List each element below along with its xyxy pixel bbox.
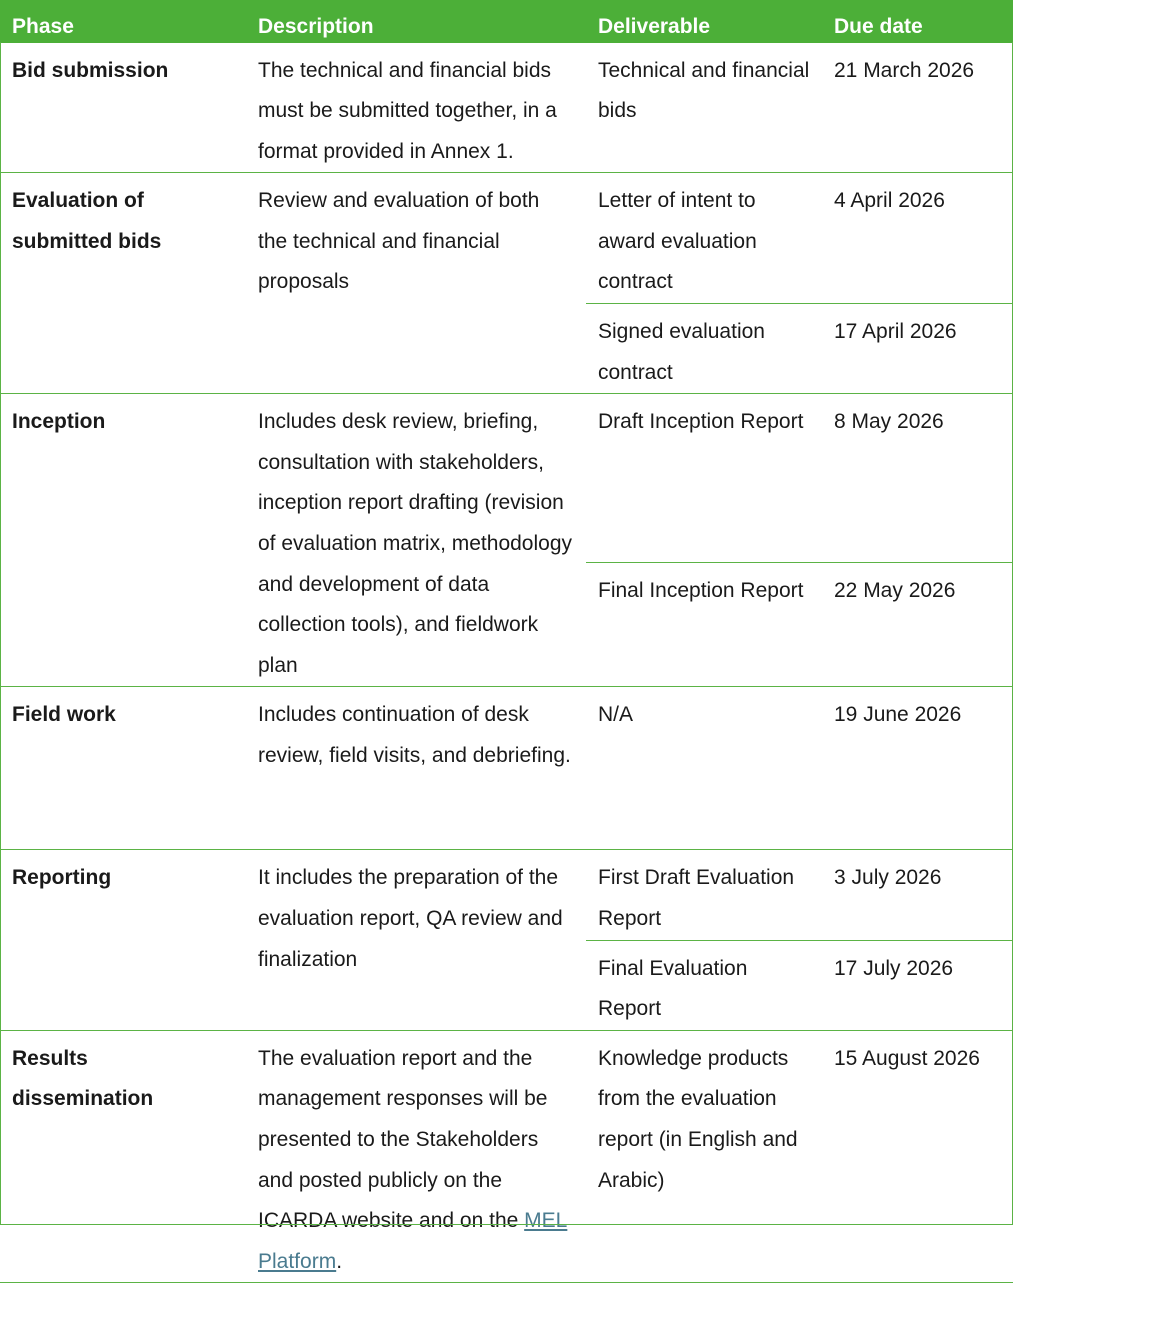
deliverable-cell: First Draft Evaluation Report bbox=[586, 850, 822, 940]
description-text: The evaluation report and the management responses will be presented to the Stakeholders and posted publicly on the ICARDA website and on the bbox=[258, 1046, 548, 1233]
deliverable-cell: Technical and financial bids bbox=[586, 42, 822, 173]
phase-cell: Bid submission bbox=[0, 42, 246, 173]
table-row bbox=[0, 1030, 1013, 1283]
due-date-cell: 3 July 2026 bbox=[822, 850, 1013, 940]
due-date-cell: 22 May 2026 bbox=[822, 562, 1013, 687]
due-date-cell: 17 April 2026 bbox=[822, 304, 1013, 394]
table-row bbox=[0, 394, 1013, 562]
due-date-cell: 17 July 2026 bbox=[822, 940, 1013, 1030]
deliverable-cell: Signed evaluation contract bbox=[586, 304, 822, 394]
due-date-cell: 4 April 2026 bbox=[822, 173, 1013, 304]
due-date-cell: 19 June 2026 bbox=[822, 687, 1013, 850]
phase-cell: Results dissemination bbox=[0, 1030, 246, 1283]
description-cell bbox=[246, 1030, 586, 1283]
phase-cell: Reporting bbox=[0, 850, 246, 1030]
description-end: . bbox=[336, 1249, 343, 1273]
due-date-cell: 21 March 2026 bbox=[822, 42, 1013, 173]
deliverable-cell: N/A bbox=[586, 687, 822, 850]
table-row bbox=[0, 687, 1013, 850]
table-row bbox=[0, 42, 1013, 173]
description-cell: Review and evaluation of both the technical and financial proposals bbox=[246, 173, 586, 394]
table-row bbox=[0, 850, 1013, 940]
header-row bbox=[0, 0, 1013, 42]
mel-platform-link[interactable]: MEL Platform bbox=[258, 1209, 568, 1273]
description-cell: The technical and financial bids must be submitted together, in a format provided in Annex 1. bbox=[246, 42, 586, 173]
deliverable-cell: Final Inception Report bbox=[586, 562, 822, 687]
header-description: Description bbox=[246, 0, 586, 42]
deliverable-cell: Draft Inception Report bbox=[586, 394, 822, 562]
header-due-date: Due date bbox=[822, 0, 1013, 42]
due-date-cell: 15 August 2026 bbox=[822, 1030, 1013, 1283]
description-cell: Includes desk review, briefing, consultation with stakeholders, inception report drafting (revision of evaluation matrix, methodology and development of data collection tools), and fieldwork plan bbox=[246, 394, 586, 687]
deliverable-cell: Knowledge products from the evaluation report (in English and Arabic) bbox=[586, 1030, 822, 1283]
phase-cell: Inception bbox=[0, 394, 246, 687]
phase-cell: Field work bbox=[0, 687, 246, 850]
table-row bbox=[0, 173, 1013, 304]
header-phase: Phase bbox=[0, 0, 246, 42]
phase-cell: Evaluation of submitted bids bbox=[0, 173, 246, 394]
deliverable-cell: Final Evaluation Report bbox=[586, 940, 822, 1030]
due-date-cell: 8 May 2026 bbox=[822, 394, 1013, 562]
deliverable-cell: Letter of intent to award evaluation contract bbox=[586, 173, 822, 304]
description-cell: Includes continuation of desk review, field visits, and debriefing. bbox=[246, 687, 586, 850]
description-cell: It includes the preparation of the evaluation report, QA review and finalization bbox=[246, 850, 586, 1030]
header-deliverable: Deliverable bbox=[586, 0, 822, 42]
